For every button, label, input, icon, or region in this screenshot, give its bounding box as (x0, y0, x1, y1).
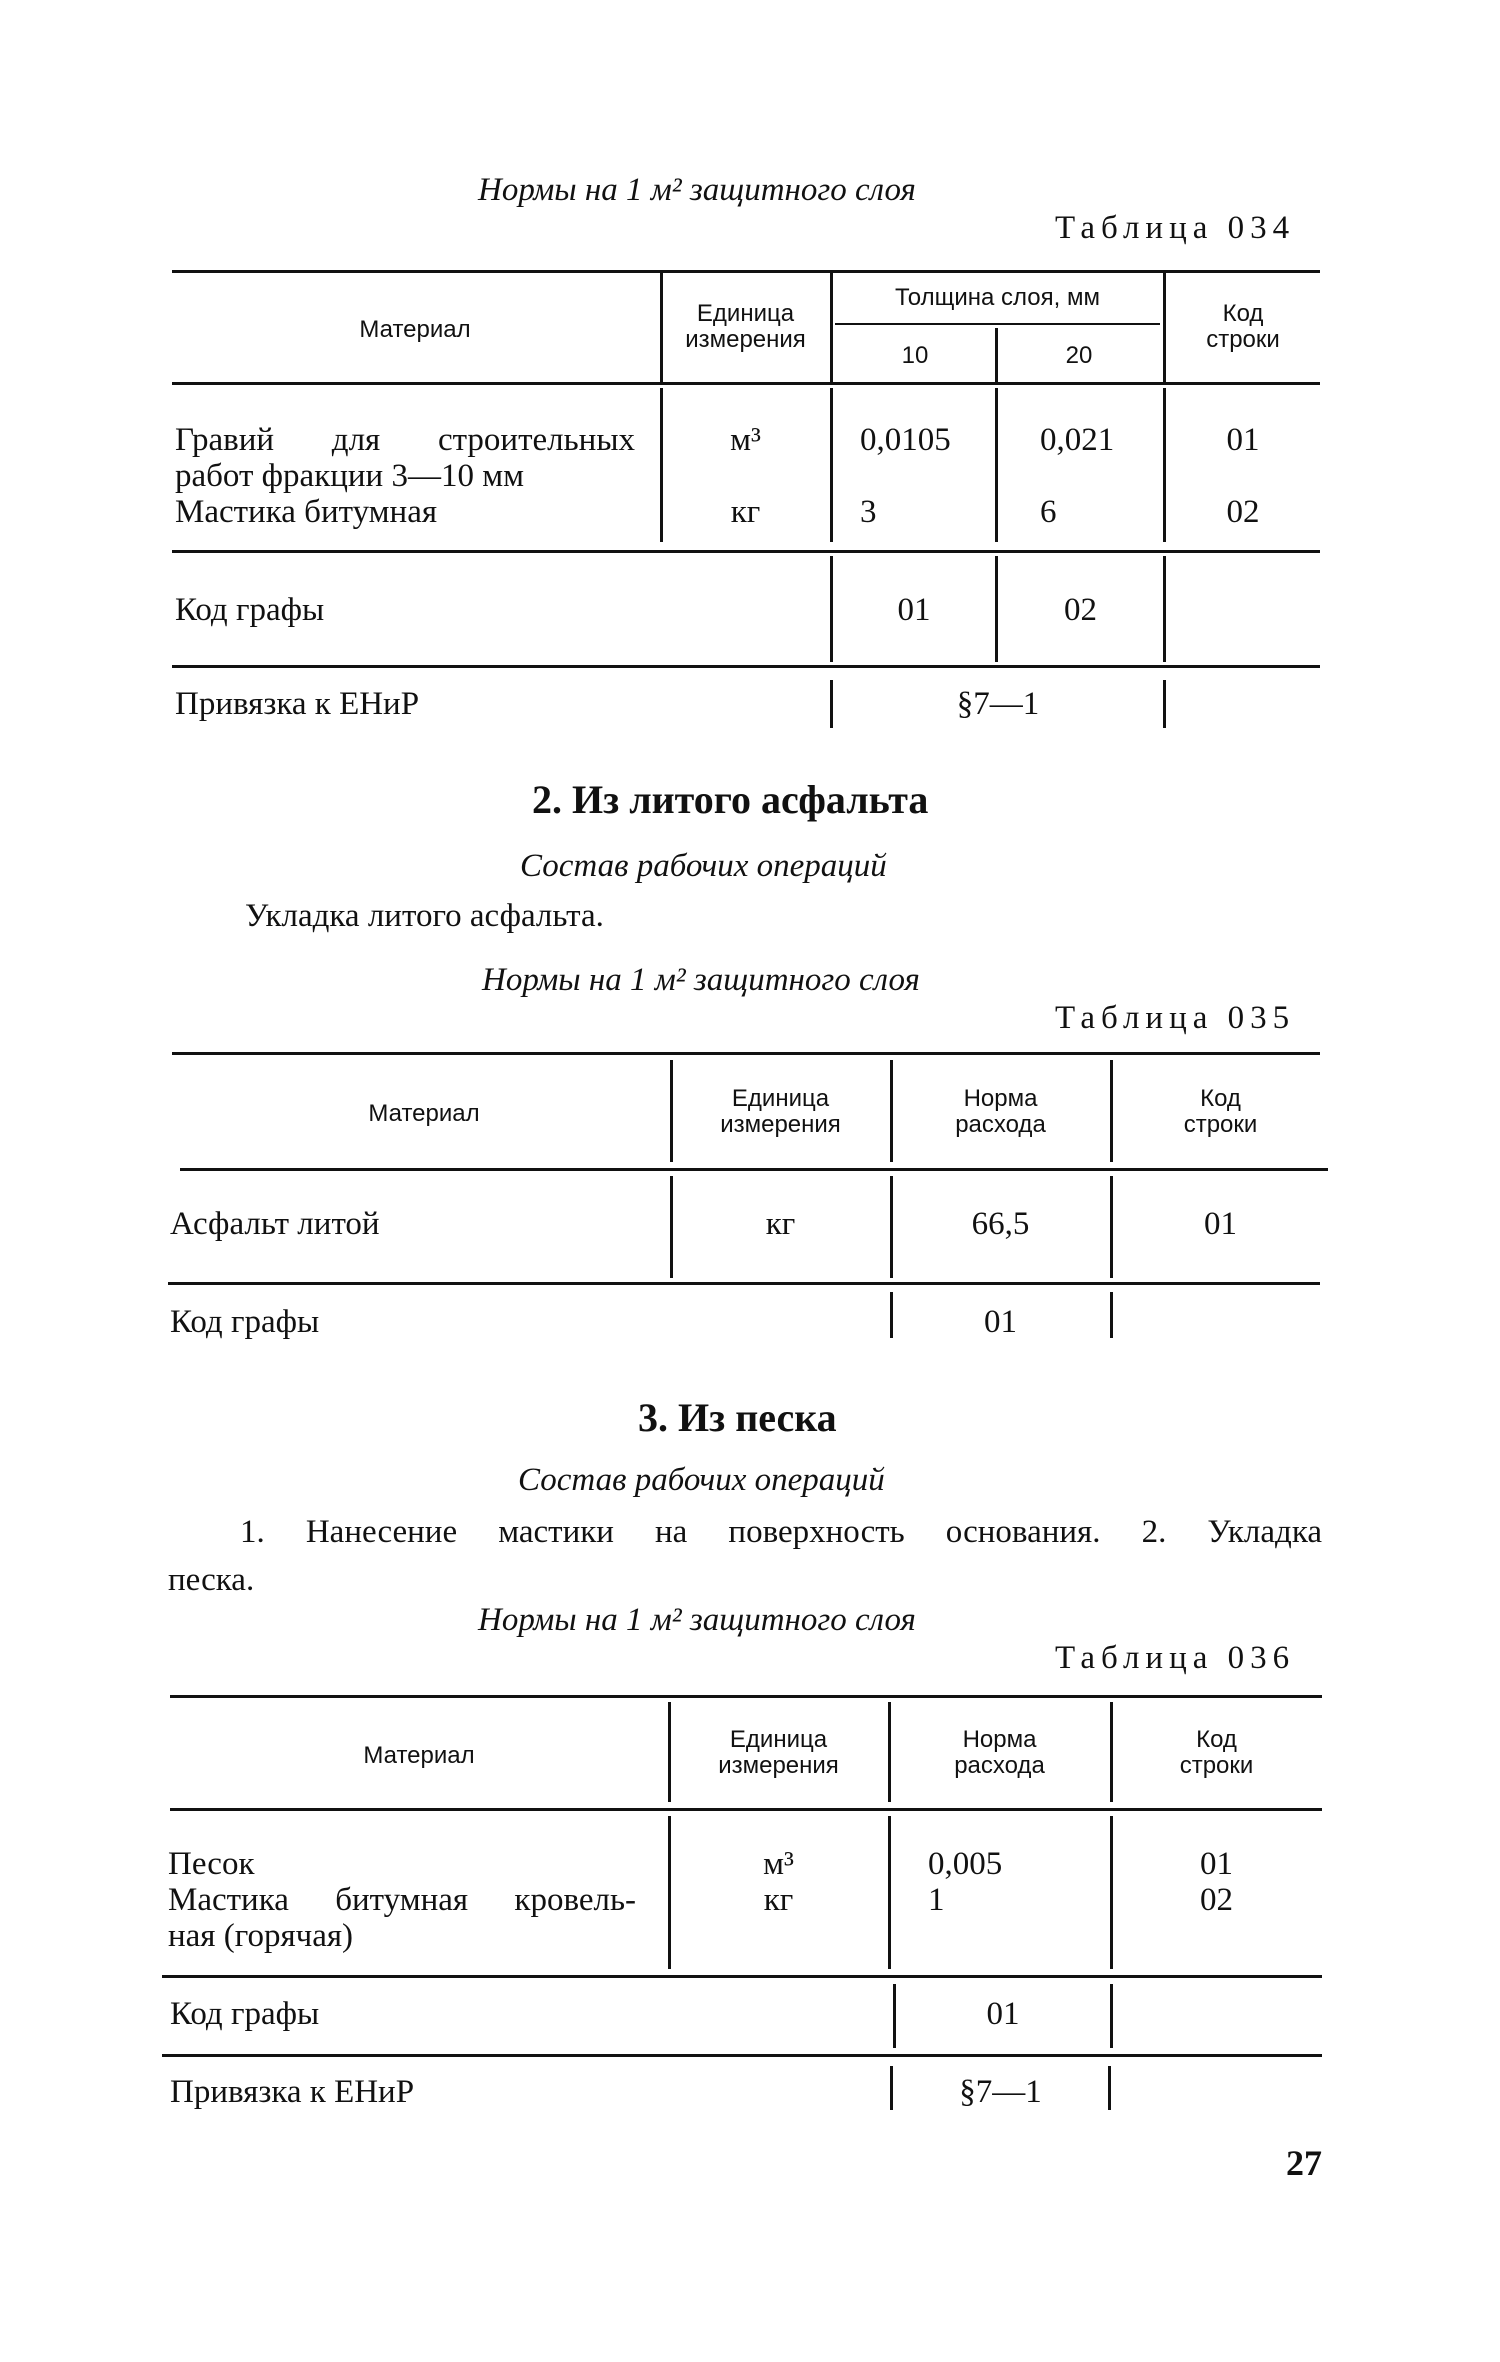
norm-cell: 66,5 (971, 1206, 1030, 1242)
header-unit-line1: Единица (731, 1085, 830, 1112)
column-code-02: 02 (1064, 592, 1097, 628)
value-20-cell: 0,021 (1040, 422, 1115, 458)
norm-cell: 0,005 (928, 1846, 1003, 1882)
unit-cell: м³ (763, 1846, 794, 1882)
value-20-cell: 6 (1040, 494, 1057, 530)
header-norm-line2: расхода (955, 1111, 1046, 1138)
section-3-ops-text-cont: песка. (168, 1562, 255, 1598)
material-cell: Мастика битумная (175, 494, 438, 530)
binding-label: Привязка к ЕНиР (175, 686, 420, 722)
section-3-ops-title: Состав рабочих операций (518, 1462, 885, 1498)
unit-cell: кг (763, 1882, 794, 1918)
material-cell: Мастика битумная кровель- (168, 1882, 636, 1918)
material-cell: Песок (168, 1846, 255, 1882)
material-cell-cont: работ фракции 3—10 мм (175, 458, 524, 494)
column-code-01: 01 (984, 1304, 1017, 1340)
header-material: Материал (359, 316, 471, 343)
binding-value: §7—1 (956, 686, 1040, 722)
section-2-title: 2. Из литого асфальта (532, 777, 929, 822)
t036-caption: Нормы на 1 м² защитного слоя (478, 1602, 916, 1638)
t035-label: Таблица 035 (1055, 1000, 1296, 1036)
section-3-ops-text: 1. Нанесение мастики на поверхность основания. 2. Укладка (240, 1514, 1322, 1550)
value-10-cell: 3 (860, 494, 877, 530)
material-cell: Асфальт литой (170, 1206, 380, 1242)
material-cell: Гравий для строительных (175, 422, 635, 458)
header-code-line2: строки (1179, 1752, 1254, 1779)
code-cell: 02 (1226, 494, 1260, 530)
header-thickness-10: 10 (901, 342, 929, 369)
header-thickness-20: 20 (1065, 342, 1093, 369)
code-cell: 02 (1200, 1882, 1233, 1918)
header-unit-line2: измерения (718, 1752, 839, 1779)
t034-caption: Нормы на 1 м² защитного слоя (478, 172, 916, 208)
unit-cell: кг (730, 494, 761, 530)
header-norm-line1: Норма (963, 1085, 1038, 1112)
header-unit-line1: Единица (729, 1726, 828, 1753)
header-unit-line2: измерения (685, 326, 806, 353)
header-code-line2: строки (1206, 326, 1280, 353)
header-norm-line2: расхода (954, 1752, 1045, 1779)
binding-value: §7—1 (959, 2074, 1042, 2110)
material-cell-cont: ная (горячая) (168, 1918, 354, 1954)
t034-label: Таблица 034 (1055, 210, 1296, 246)
page-number: 27 (1286, 2143, 1322, 2183)
unit-cell: м³ (730, 422, 761, 458)
header-thickness: Толщина слоя, мм (895, 284, 1100, 311)
t036-label: Таблица 036 (1055, 1640, 1296, 1676)
header-code-line1: Код (1200, 1085, 1241, 1112)
column-code-01: 01 (897, 592, 931, 628)
section-2-ops-title: Состав рабочих операций (520, 848, 887, 884)
code-cell: 01 (1204, 1206, 1237, 1242)
column-code-label: Код графы (175, 592, 325, 628)
column-code-label: Код графы (170, 1996, 320, 2032)
value-10-cell: 0,0105 (860, 422, 951, 458)
header-code-line2: строки (1183, 1111, 1258, 1138)
column-code-label: Код графы (170, 1304, 320, 1340)
header-norm-line1: Норма (962, 1726, 1037, 1753)
header-material: Материал (363, 1742, 475, 1769)
code-cell: 01 (1226, 422, 1260, 458)
t035-caption: Нормы на 1 м² защитного слоя (482, 962, 920, 998)
header-material: Материал (368, 1100, 480, 1127)
code-cell: 01 (1200, 1846, 1233, 1882)
column-code-01: 01 (986, 1996, 1020, 2032)
header-code-line1: Код (1196, 1726, 1237, 1753)
header-unit-line2: измерения (720, 1111, 841, 1138)
header-code-line1: Код (1222, 300, 1264, 327)
unit-cell: кг (765, 1206, 796, 1242)
section-2-ops-text: Укладка литого асфальта. (245, 898, 604, 934)
section-3-title: 3. Из песка (638, 1395, 837, 1440)
binding-label: Привязка к ЕНиР (170, 2074, 415, 2110)
norm-cell: 1 (928, 1882, 945, 1918)
header-unit-line1: Единица (696, 300, 795, 327)
